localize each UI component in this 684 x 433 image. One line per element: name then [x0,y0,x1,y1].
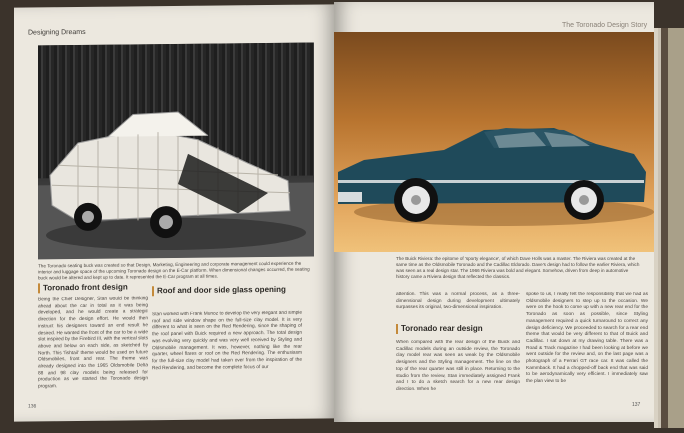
right-page-number: 137 [632,402,641,408]
left-page [14,4,336,421]
page-edge [654,28,684,428]
section-heading-front-design: Toronado front design [38,282,149,293]
rear-design-body: When compared with the rear design of the Buick and Cadillac models during an outside review, the Toronado clay model rear was seen as weak by the Oldsmobile designers and the Styling management. The line on the top of the rear quarter was still in place. Returning to the studio from the review, Stan immediately assigned Frank and I to do a sketch search for a new rear design direction. When he [396,340,520,392]
roof-glass-body: Stan worked with Frank Munoz to develop the very elegant and simple roof and side window shape on the full-size clay model. It is very different to what is seen on the Red Rendering, since the shaping of the roof panel with Buick required a new approach. The total design was evolving very quickly and was very well received by Styling and Oldsmobile management. It was, however, nothing like the rear quarter, wheel flares or roof on the Red Rendering. The enthusiasm for the full-size clay model had taken over from the inspiration of the Red Rendering, and become the complete focus of our [152,310,302,371]
right-photo-caption: The Buick Riviera: the epitome of 'sporty elegance', of which Dave Holls was a master. The Riviera was created at the same time as the Oldsmobile Toronado and the Cadillac Eldorado. Dave's design had to follow the earlier Riviera, which was seen as a real design star. The 1966 Riviera was bold and elegant. Somehow, driven from deep in automotive history came a Riviera design that reflected the classics. [396,256,640,279]
front-design-body: Being the Chief Designer, Stan would be thinking ahead about the car in total as it was being developed, and he would create a strategic direction for the design effort. He would then instruct his designers toward an end result he desired. He wanted the front of the car to be a wide slot inspired by the Firebird III, with the vertical slots above and below on each side, as sketched by North. This 'fishtail' theme would be used on future Oldsmobiles, front and rear. The theme was already designed into the 1965 Oldsmobile Delta 88 and 98 clay models being released for production as we started the Toronado design program. [38,296,148,390]
right-running-head: The Toronado Design Story [562,22,648,29]
riviera-photo [334,32,654,252]
rear-design-body-col2: spoke to us, I really felt the responsibility that we had as Oldsmobile designers to step up to the occasion. We were on the hook to come up with a new rear end for the Toronado as soon as possible, since Styling management required a quick turnaround to correct any design deficiency. We proceeded to search for a rear end theme that would be very different to that of Buick and Cadillac. I sat down at my drawing table. There was a Road & Track magazine I had been looking at before we went outside for the review and, on the last page was a photograph of a Ferrari GT race car. It was called the Kammback. It had a chopped-off back end that was said to be aerodynamically very efficient. I immediately saw the plan view to be [526,292,648,385]
section-heading-rear-design: Toronado rear design [396,324,525,334]
attention-paragraph: attention. This was a normal process, as a three-dimensional design during development ultimately surpasses its original, two-dimensional inspiration. [396,292,520,311]
left-running-head: Designing Dreams [28,28,86,37]
seating-buck-photo [38,43,314,260]
left-photo-caption: The Toronado seating buck was created so that Design, Marketing, Engineering and corporate management could experience the interior and luggage space of the upcoming Toronado design on the E-Car platform. When dimensional changes occurred, the seating buck would be altered and kept up to date. It represented the E-Car program at all times. [38,260,310,281]
section-heading-roof-glass: Roof and door side glass opening [152,285,307,297]
left-page-number: 136 [28,403,37,410]
right-page [334,2,654,422]
